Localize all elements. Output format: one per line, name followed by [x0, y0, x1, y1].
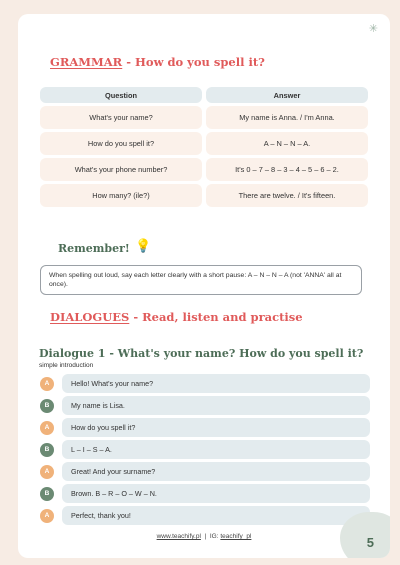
dialogue-line [40, 374, 370, 393]
answer-cell: My name is Anna. / I'm Anna. [206, 106, 368, 129]
answer-cell: There are twelve. / It's fifteen. [206, 184, 368, 207]
question-cell: How do you spell it? [40, 132, 202, 155]
grammar-table [40, 87, 368, 210]
remember-note: When spelling out loud, say each letter clearly with a short pause: A – N – N – A (not 'ANNA' all at once). [40, 265, 362, 295]
speaker-b-avatar: B [40, 399, 54, 413]
speaker-b-avatar: B [40, 487, 54, 501]
grammar-heading: GRAMMAR - How do you spell it? [50, 55, 265, 69]
dialogue-subtitle: simple introduction [39, 362, 94, 369]
question-cell: How many? (ile?) [40, 184, 202, 207]
header-answer: Answer [206, 87, 368, 103]
decorative-blob [340, 512, 390, 558]
speaker-a-avatar: A [40, 377, 54, 391]
dialogue-line [40, 484, 370, 503]
answer-cell: A – N – N – A. [206, 132, 368, 155]
instagram-link[interactable]: teachify_pl [220, 533, 252, 540]
footer-separator: | [204, 533, 207, 540]
footer [18, 533, 390, 540]
remember-heading: Remember! [58, 242, 130, 255]
dialogue-title: Dialogue 1 - What's your name? How do you spell it? [39, 347, 364, 360]
dialogue-bubble: Brown. B – R – O – W – N. [62, 484, 370, 503]
table-row [40, 158, 368, 181]
lightbulb-icon: 💡 [135, 238, 152, 253]
dialogue-line [40, 418, 370, 437]
speaker-a-avatar: A [40, 421, 54, 435]
speaker-a-avatar: A [40, 509, 54, 523]
sparkle-icon: ✳ [368, 23, 378, 35]
header-question: Question [40, 87, 202, 103]
question-cell: What's your name? [40, 106, 202, 129]
dialogue-bubble: How do you spell it? [62, 418, 370, 437]
dialogue-line [40, 396, 370, 415]
dialogue-line [40, 440, 370, 459]
speaker-b-avatar: B [40, 443, 54, 457]
ig-label: IG: [209, 533, 219, 540]
dialogue-bubble: Perfect, thank you! [62, 506, 370, 525]
dialogue-bubble: L – I – S – A. [62, 440, 370, 459]
website-link[interactable]: www.teachify.pl [156, 533, 201, 540]
worksheet-page [18, 14, 390, 558]
speaker-a-avatar: A [40, 465, 54, 479]
dialogue-bubble: My name is Lisa. [62, 396, 370, 415]
dialogue-line [40, 462, 370, 481]
dialogues-heading: DIALOGUES - Read, listen and practise [50, 310, 303, 324]
question-cell: What's your phone number? [40, 158, 202, 181]
table-row [40, 184, 368, 207]
dialogue-bubble: Hello! What's your name? [62, 374, 370, 393]
dialogue-bubble: Great! And your surname? [62, 462, 370, 481]
table-row [40, 132, 368, 155]
dialogue-lines [40, 374, 370, 528]
answer-cell: It's 0 – 7 – 8 – 3 – 4 – 5 – 6 – 2. [206, 158, 368, 181]
dialogue-line [40, 506, 370, 525]
table-header-row [40, 87, 368, 103]
table-row [40, 106, 368, 129]
page-number: 5 [366, 535, 374, 550]
